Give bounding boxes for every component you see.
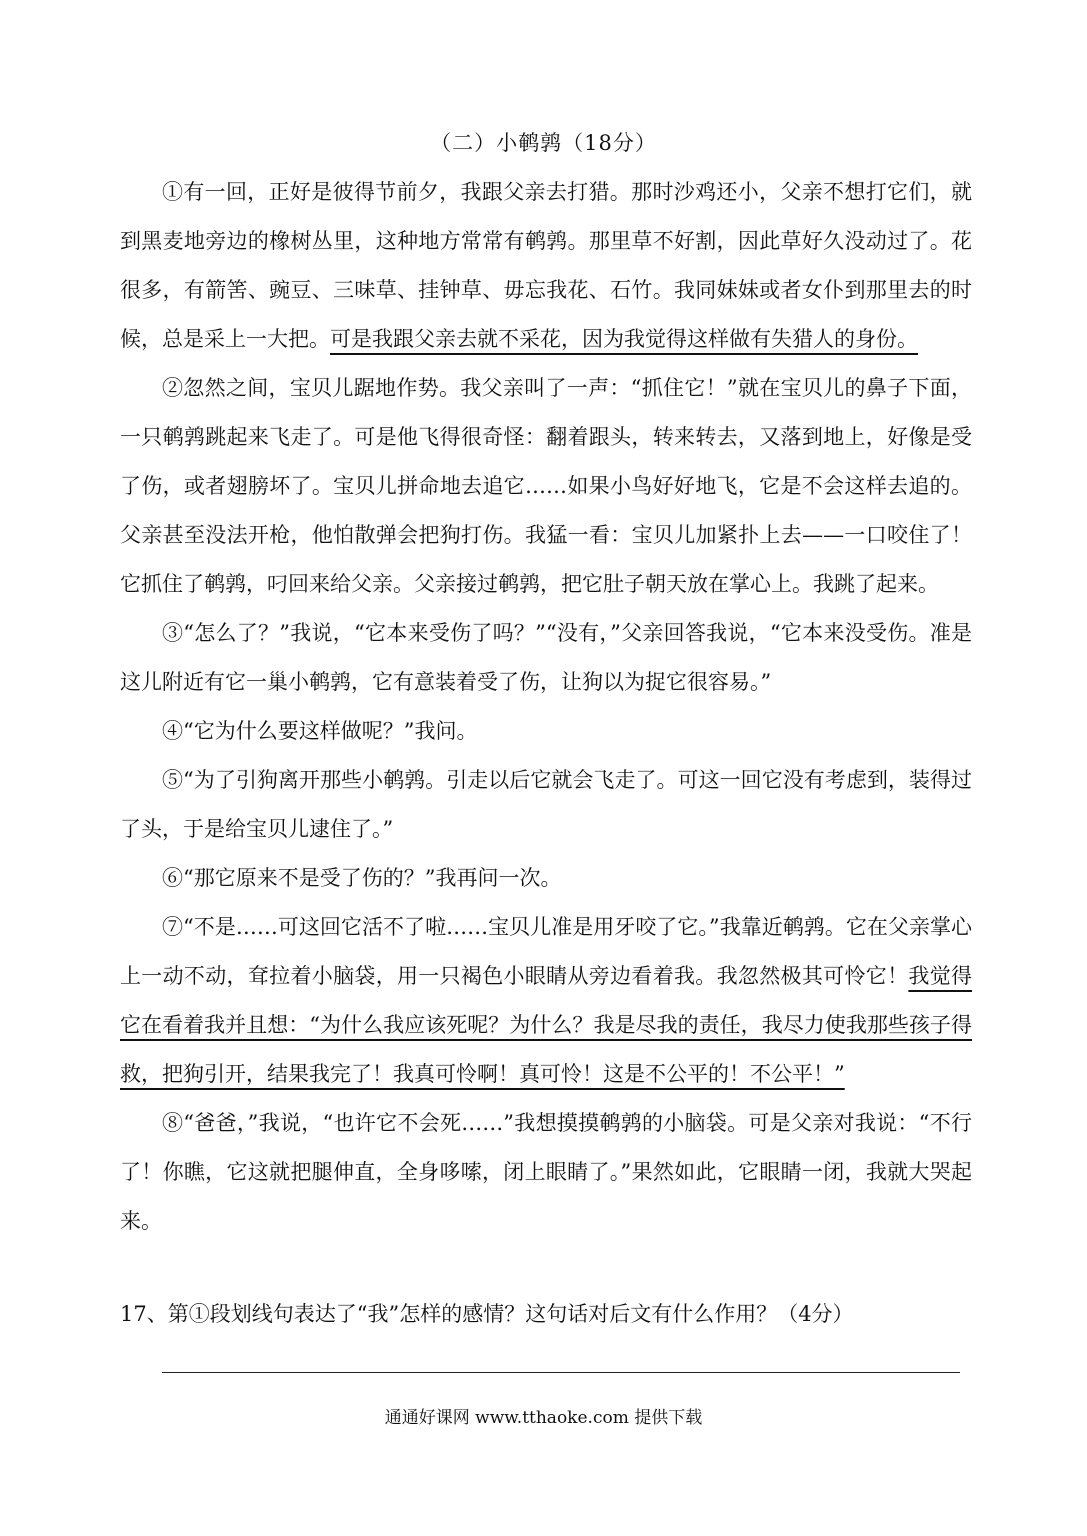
paragraph-4-text: ④“它为什么要这样做呢？”我问。 [162,719,478,743]
paragraph-3-text: ③“怎么了？”我说，“它本来受伤了吗？”“没有，”父亲回答我说，“它本来没受伤。准是这儿附近有它一巢小鹌鹑，它有意装着受了伤，让狗以为捉它很容易。” [120,621,972,694]
paragraph-1 [120,168,972,364]
paragraph-7-text: ⑦“不是……可这回它活不了啦……宝贝儿准是用牙咬了它。”我靠近鹌鹑。它在父亲掌心上一动不动，耷拉着小脑袋，用一只褐色小眼睛从旁边看着我。我忽然极其可怜它！ [120,915,972,988]
paragraph-7 [120,903,972,1099]
paragraph-6 [120,854,972,903]
paragraph-7-underlined-sentence: 我觉得它在看着我并且想：“为什么我应该死呢？为什么？我是尽我的责任，我尽力使我那些孩子得救，把狗引开，结果我完了！我真可怜啊！真可怜！这是不公平的！不公平！” [120,964,973,1086]
page-footer: 通通好课网 www.tthaoke.com 提供下载 [384,1408,703,1428]
paragraph-6-text: ⑥“那它原来不是受了伤的？”我再问一次。 [162,866,562,890]
paragraph-5-text: ⑤“为了引狗离开那些小鹌鹑。引走以后它就会飞走了。可这一回它没有考虑到，装得过了头，于是给宝贝儿逮住了。” [120,768,972,841]
footer-divider [162,1372,960,1373]
paragraph-8-text: ⑧“爸爸，”我说，“也许它不会死……”我想摸摸鹌鹑的小脑袋。可是父亲对我说：“不行了！你瞧，它这就把腿伸直，全身哆嗦，闭上眼睛了。”果然如此，它眼睛一闭，我就大哭起来。 [120,1111,972,1233]
section-title: （二）小鹌鹑（18分） [430,131,657,155]
question-17: 17、第①段划线句表达了“我”怎样的感情？这句话对后文有什么作用？（4分） [120,1302,854,1326]
paragraph-4 [120,707,972,756]
paragraph-8 [120,1099,972,1246]
paragraph-3 [120,609,972,707]
paragraph-2 [120,364,972,609]
passage-body [120,168,972,1246]
paragraph-5 [120,756,972,854]
paragraph-2-text: ②忽然之间，宝贝儿踞地作势。我父亲叫了一声：“抓住它！”就在宝贝儿的鼻子下面，一只鹌鹑跳起来飞走了。可是他飞得很奇怪：翻着跟头，转来转去，又落到地上，好像是受了伤，或者翅膀坏了。宝贝儿拼命地去追它……如果小鸟好好地飞，它是不会这样去追的。父亲甚至没法开枪，他怕散弹会把狗打伤。我猛一看：宝贝儿加紧扑上去——一口咬住了！它抓住了鹌鹑，叼回来给父亲。父亲接过鹌鹑，把它肚子朝天放在掌心上。我跳了起来。 [120,376,972,596]
paragraph-1-underlined-sentence: 可是我跟父亲去就不采花，因为我觉得这样做有失猎人的身份。 [330,327,918,351]
paragraph-1-text: ①有一回，正好是彼得节前夕，我跟父亲去打猎。那时沙鸡还小，父亲不想打它们，就到黑麦地旁边的橡树丛里，这种地方常常有鹌鹑。那里草不好割，因此草好久没动过了。花很多，有箭筈、豌豆、三味草、挂钟草、毋忘我花、石竹。我同妹妹或者女仆到那里去的时候，总是采上一大把。 [120,180,972,351]
